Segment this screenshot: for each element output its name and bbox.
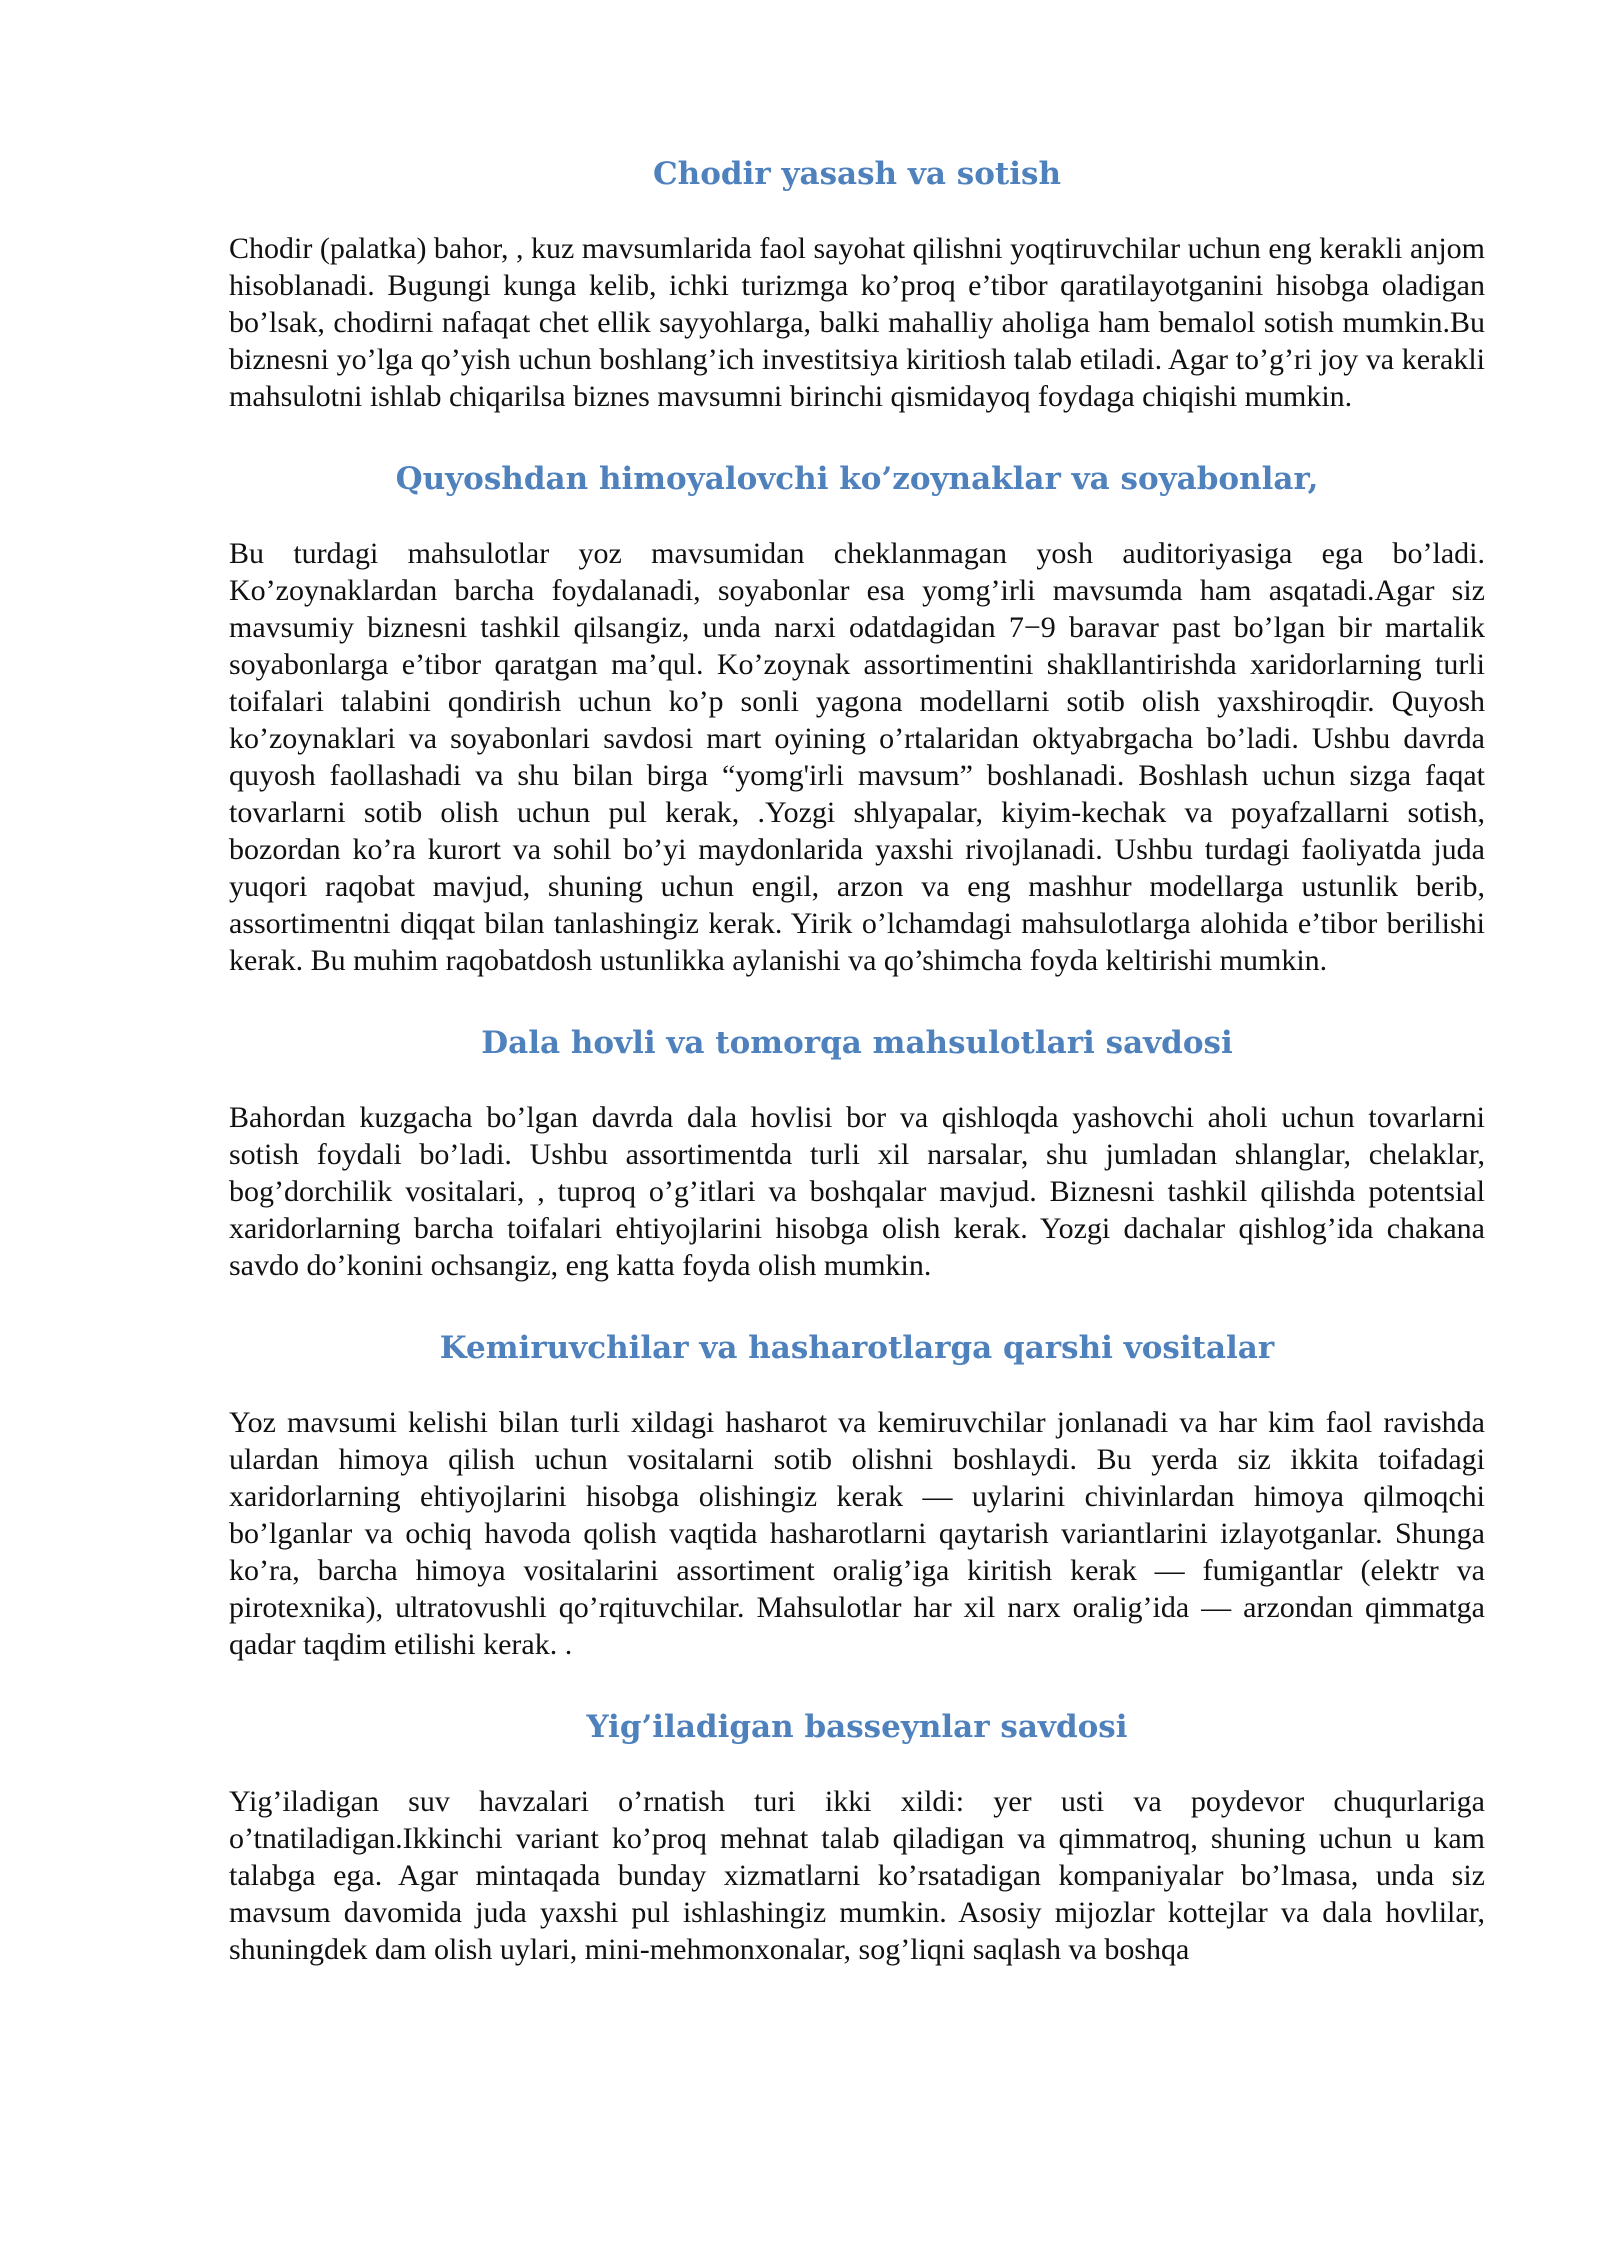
section-heading-chodir: Chodir yasash va sotish xyxy=(653,156,1061,192)
document-page xyxy=(229,148,1485,1968)
section-heading-kozoynaklar: Quyoshdan himoyalovchi ko’zoynaklar va soyabonlar, xyxy=(395,461,1319,497)
section-heading-basseynlar: Yig’iladigan basseynlar savdosi xyxy=(586,1709,1128,1745)
section-body-kozoynaklar: Bu turdagi mahsulotlar yoz mavsumidan cheklanmagan yosh auditoriyasiga ega bo’ladi. Ko’zoynaklardan barcha foydalanadi, soyabonlar esa yomg’irli mavsumda ham asqatadi.Agar siz mavsumiy biznesni tashkil qilsangiz, unda narxi odatdagidan 7−9 baravar past bo’lgan bir martalik soyabonlarga e’tibor qaratgan ma’qul. Ko’zoynak assortimentini shakllantirishda xaridorlarning turli toifalari talabini qondirish uchun ko’p sonli yagona modellarni sotib olish yaxshiroqdir. Quyosh ko’zoynaklari va soyabonlari savdosi mart oyining o’rtalaridan oktyabrgacha bo’ladi. Ushbu davrda quyosh faollashadi va shu bilan birga “yomg'irli mavsum” boshlanadi. Boshlash uchun sizga faqat tovarlarni sotib olish uchun pul kerak, .Yozgi shlyapalar, kiyim-kechak va poyafzallarni sotish, bozordan ko’ra kurort va sohil bo’yi maydonlarida yaxshi rivojlanadi. Ushbu turdagi faoliyatda juda yuqori raqobat mavjud, shuning uchun engil, arzon va eng mashhur modellarga ustunlik berib, assortimentni diqqat bilan tanlashingiz kerak. Yirik o’lchamdagi mahsulotlarga alohida e’tibor berilishi kerak. Bu muhim raqobatdosh ustunlikka aylanishi va qo’shimcha foyda keltirishi mumkin. xyxy=(229,537,1485,977)
section-body-kemiruvchilar: Yoz mavsumi kelishi bilan turli xildagi hasharot va kemiruvchilar jonlanadi va har kim faol ravishda ulardan himoya qilish uchun vositalarni sotib olishni boshlaydi. Bu yerda siz ikkita toifadagi xaridorlarning ehtiyojlarini hisobga olishingiz kerak — uylarini chivinlardan himoya qilmoqchi bo’lganlar va ochiq havoda qolish vaqtida hasharotlarni qaytarish variantlarini izlayotganlar. Shunga ko’ra, barcha himoya vositalarini assortiment oralig’iga kiritish kerak — fumigantlar (elektr va pirotexnika), ultratovushli qo’rqituvchilar. Mahsulotlar har xil narx oralig’ida — arzondan qimmatga qadar taqdim etilishi kerak. . xyxy=(229,1406,1485,1661)
section-heading-dala-hovli: Dala hovli va tomorqa mahsulotlari savdosi xyxy=(481,1025,1233,1061)
section-body-dala-hovli: Bahordan kuzgacha bo’lgan davrda dala hovlisi bor va qishloqda yashovchi aholi uchun tovarlarni sotish foydali bo’ladi. Ushbu assortimentda turli xil narsalar, shu jumladan shlanglar, chelaklar, bog’dorchilik vositalari, , tuproq o’g’itlari va boshqalar mavjud. Biznesni tashkil qilishda potentsial xaridorlarning barcha toifalari ehtiyojlarini hisobga olish kerak. Yozgi dachalar qishlog’ida chakana savdo do’konini ochsangiz, eng katta foyda olish mumkin. xyxy=(229,1101,1485,1282)
section-body-basseynlar: Yig’iladigan suv havzalari o’rnatish turi ikki xildi: yer usti va poydevor chuqurlariga o’tnatiladigan.Ikkinchi variant ko’proq mehnat talab qiladigan va qimmatroq, shuning uchun u kam talabga ega. Agar mintaqada bunday xizmatlarni ko’rsatadigan kompaniyalar bo’lmasa, unda siz mavsum davomida juda yaxshi pul ishlashingiz mumkin. Asosiy mijozlar kottejlar va dala hovlilar, shuningdek dam olish uylari, mini-mehmonxonalar, sog’liqni saqlash va boshqa xyxy=(229,1785,1485,1966)
section-body-chodir: Chodir (palatka) bahor, , kuz mavsumlarida faol sayohat qilishni yoqtiruvchilar uchun eng kerakli anjom hisoblanadi. Bugungi kunga kelib, ichki turizmga ko’proq e’tibor qaratilayotganini hisobga oladigan bo’lsak, chodirni nafaqat chet ellik sayyohlarga, balki mahalliy aholiga ham bemalol sotish mumkin.Bu biznesni yo’lga qo’yish uchun boshlang’ich investitsiya kiritiosh talab etiladi. Agar to’g’ri joy va kerakli mahsulotni ishlab chiqarilsa biznes mavsumni birinchi qismidayoq foydaga chiqishi mumkin. xyxy=(229,232,1485,413)
section-heading-kemiruvchilar: Kemiruvchilar va hasharotlarga qarshi vositalar xyxy=(439,1330,1275,1366)
